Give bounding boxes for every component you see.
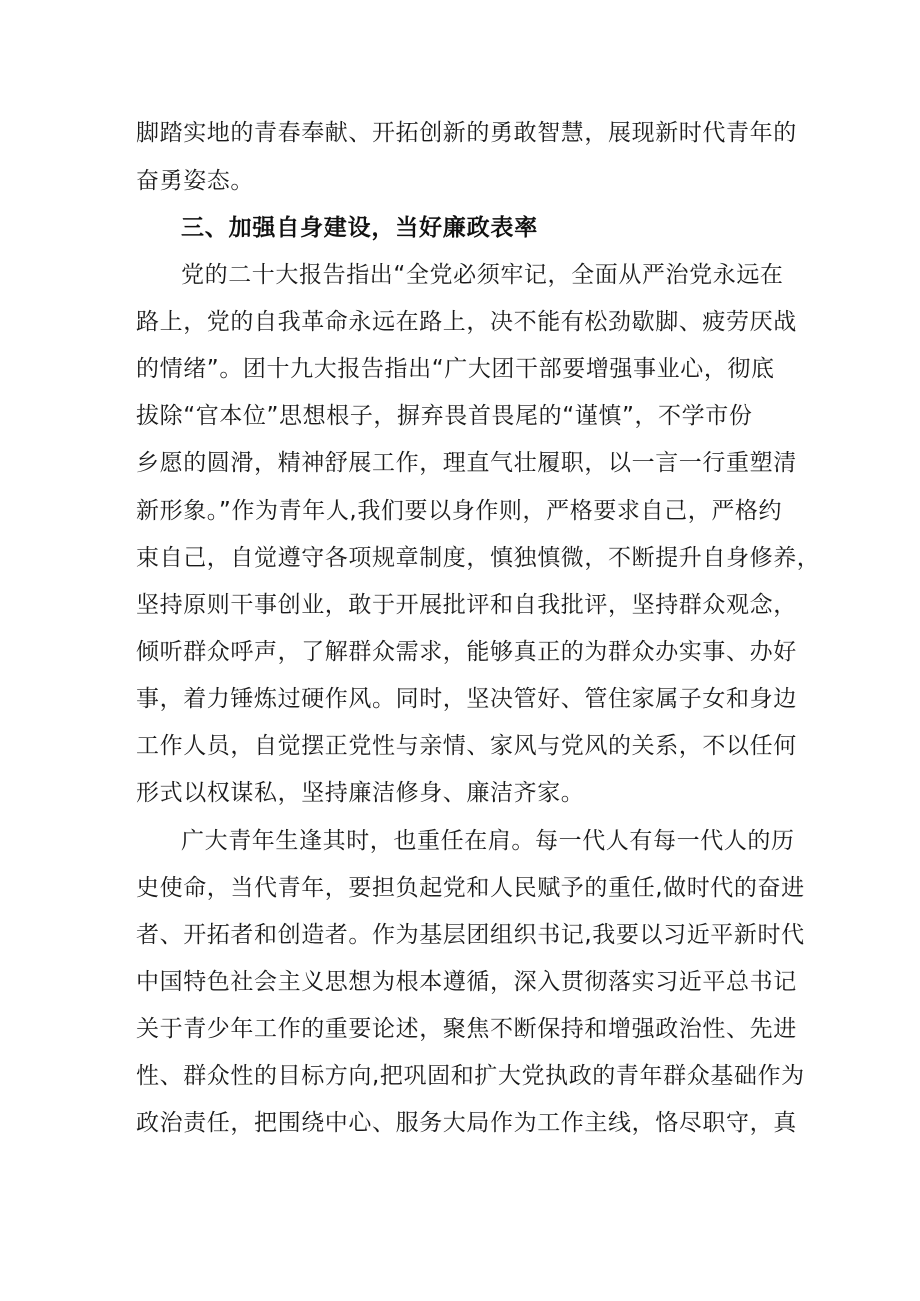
- paragraph-line: 拔除“官本位”思想根子，摒弃畏首畏尾的“谨慎”，不学市份: [136, 403, 753, 429]
- paragraph-line: 奋勇姿态。: [136, 168, 254, 194]
- paragraph-line: 形式以权谋私，坚持廉洁修身、廉洁齐家。: [136, 780, 585, 806]
- paragraph-line: 乡愿的圆滑，精神舒展工作，理直气壮履职，以一言一行重塑清: [136, 450, 797, 476]
- paragraph-line: 新形象。”作为青年人,我们要以身作则，严格要求自己，严格约: [136, 498, 783, 524]
- paragraph-line: 脚踏实地的青春奉献、开拓创新的勇敢智慧，展现新时代青年的: [136, 120, 797, 146]
- paragraph-line: 的情绪”。团十九大报告指出“广大团干部要增强事业心，彻底: [136, 356, 775, 382]
- paragraph-line: 广大青年生逢其时，也重任在肩。每一代人有每一代人的历: [181, 828, 795, 854]
- paragraph-line: 事，着力锤炼过硬作风。同时，坚决管好、管住家属子女和身边: [136, 686, 797, 712]
- paragraph-line: 路上，党的自我革命永远在路上，决不能有松劲歇脚、疲劳厌战: [136, 309, 797, 335]
- paragraph-line: 中国特色社会主义思想为根本遵循，深入贯彻落实习近平总书记: [136, 969, 797, 995]
- paragraph-line: 者、开拓者和创造者。作为基层团组织书记,我要以习近平新时代: [136, 922, 805, 948]
- paragraph-line: 党的二十大报告指出“全党必须牢记，全面从严治党永远在: [181, 262, 784, 288]
- paragraph-line: 关于青少年工作的重要论述，聚焦不断保持和增强政治性、先进: [136, 1016, 797, 1042]
- paragraph-line: 政治责任，把围绕中心、服务大局作为工作主线，恪尽职守，真: [136, 1110, 797, 1136]
- section-heading: 三、加强自身建设，当好廉政表率: [181, 215, 538, 241]
- paragraph-line: 束自己，自觉遵守各项规章制度，慎独慎微，不断提升自身修养，: [136, 545, 821, 571]
- paragraph-line: 性、群众性的目标方向,把巩固和扩大党执政的青年群众基础作为: [136, 1063, 805, 1089]
- paragraph-line: 史使命，当代青年，要担负起党和人民赋予的重任,做时代的奋进: [136, 875, 805, 901]
- paragraph-line: 倾听群众呼声，了解群众需求，能够真正的为群众办实事、办好: [136, 639, 797, 665]
- paragraph-line: 工作人员，自觉摆正党性与亲情、家风与党风的关系，不以任何: [136, 733, 797, 759]
- paragraph-line: 坚持原则干事创业，敢于开展批评和自我批评，坚持群众观念，: [136, 592, 797, 618]
